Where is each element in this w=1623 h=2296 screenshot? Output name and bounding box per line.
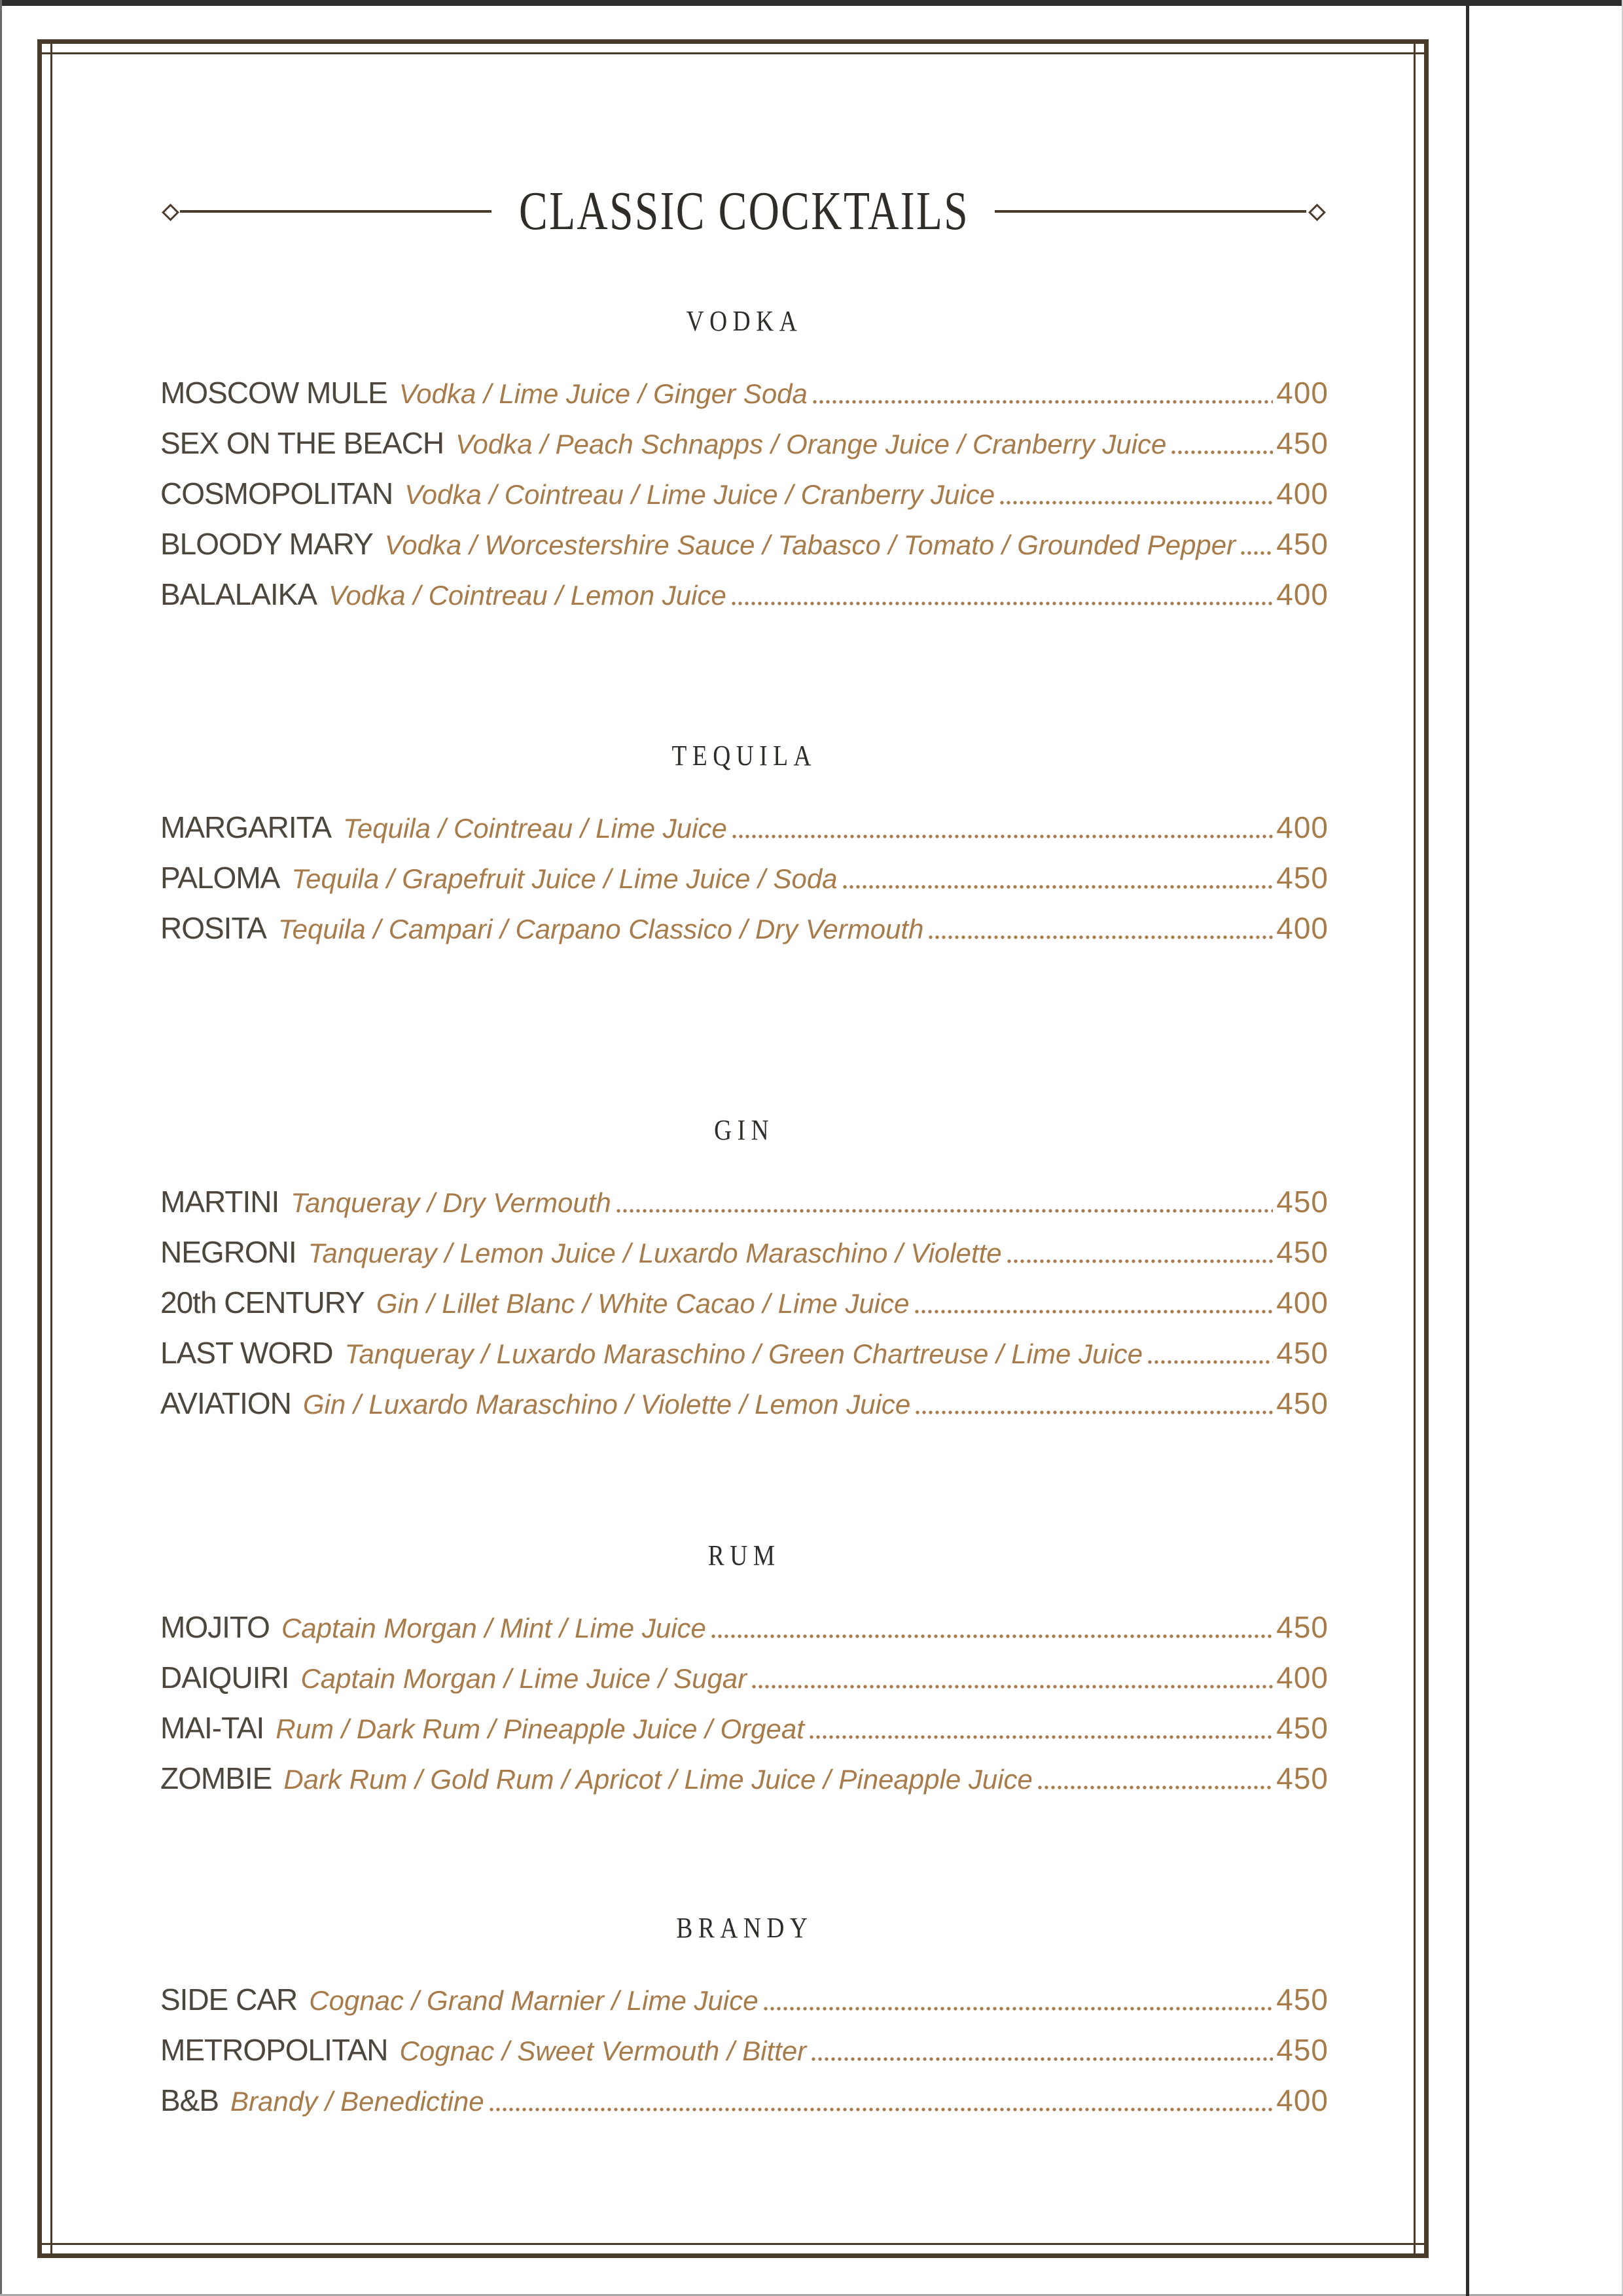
menu-item-row (160, 478, 1329, 510)
item-name: MOJITO (160, 1610, 270, 1644)
item-price: 450 (1276, 861, 1329, 895)
item-ingredients: Rum / Dark Rum / Pineapple Juice / Orgeat (276, 1713, 804, 1744)
item-name: MARTINI (160, 1185, 279, 1219)
dotted-leader (914, 1410, 1273, 1415)
title-rule-right (995, 210, 1306, 213)
page-left-edge (0, 0, 2, 2296)
section-header-label: BRANDY (676, 1912, 813, 1944)
section-header-label: TEQUILA (671, 740, 817, 772)
menu-item-row (160, 1984, 1329, 2016)
dotted-leader (1006, 1259, 1274, 1264)
dotted-leader (842, 884, 1274, 889)
item-price: 450 (1276, 1336, 1329, 1370)
item-ingredients: Tanqueray / Dry Vermouth (291, 1187, 611, 1218)
section-header (160, 1113, 1329, 1147)
item-ingredients: Vodka / Lime Juice / Ginger Soda (399, 378, 808, 409)
item-price: 450 (1276, 1610, 1329, 1644)
item-price: 450 (1276, 1761, 1329, 1795)
item-name: BALALAIKA (160, 577, 317, 611)
section-items (160, 378, 1329, 611)
item-price: 450 (1276, 2033, 1329, 2067)
item-name: ZOMBIE (160, 1761, 272, 1795)
dotted-leader (914, 1309, 1274, 1314)
item-name: 20th CENTURY (160, 1285, 365, 1319)
item-name: MARGARITA (160, 810, 332, 844)
item-ingredients: Tanqueray / Luxardo Maraschino / Green Chartreuse / Lime Juice (344, 1338, 1143, 1369)
menu-item-row (160, 1763, 1329, 1795)
item-price: 400 (1276, 1285, 1329, 1319)
dotted-leader (927, 935, 1273, 940)
menu-section (160, 304, 1329, 611)
dotted-leader (808, 1734, 1273, 1740)
item-ingredients: Cognac / Grand Marnier / Lime Juice (309, 1985, 758, 2016)
dotted-leader (1147, 1359, 1273, 1365)
item-ingredients: Captain Morgan / Mint / Lime Juice (281, 1613, 706, 1643)
item-price: 400 (1276, 810, 1329, 844)
item-name: DAIQUIRI (160, 1660, 289, 1695)
section-header-label: VODKA (686, 305, 803, 337)
menu-item-row (160, 1338, 1329, 1369)
item-price: 400 (1276, 911, 1329, 945)
item-name: SEX ON THE BEACH (160, 426, 444, 460)
menu-item-row (160, 529, 1329, 560)
item-ingredients: Tanqueray / Lemon Juice / Luxardo Maraschino / Violette (308, 1238, 1002, 1268)
menu-item-row (160, 1187, 1329, 1218)
dotted-leader (731, 834, 1273, 839)
item-price: 450 (1276, 1235, 1329, 1269)
item-ingredients: Cognac / Sweet Vermouth / Bitter (399, 2036, 807, 2066)
menu-item-row (160, 913, 1329, 944)
menu-item-row (160, 863, 1329, 894)
item-ingredients: Brandy / Benedictine (230, 2086, 484, 2117)
menu-item-row (160, 812, 1329, 844)
item-ingredients: Gin / Luxardo Maraschino / Violette / Lemon Juice (302, 1389, 911, 1420)
section-items (160, 1612, 1329, 1795)
page-top-edge (0, 0, 1623, 6)
item-name: METROPOLITAN (160, 2033, 388, 2067)
menu-section (160, 1911, 1329, 2117)
dotted-leader (812, 399, 1273, 404)
dotted-leader (810, 2056, 1273, 2062)
item-name: B&B (160, 2083, 219, 2117)
item-ingredients: Vodka / Worcestershire Sauce / Tabasco / Tomato / Grounded Pepper (384, 529, 1236, 560)
section-header-label: RUM (708, 1539, 781, 1571)
dotted-leader (488, 2107, 1274, 2112)
dotted-leader (615, 1208, 1274, 1213)
section-items (160, 1187, 1329, 1420)
menu-item-row (160, 2035, 1329, 2066)
menu-item-row (160, 2085, 1329, 2117)
item-price: 450 (1276, 426, 1329, 460)
menu-section (160, 739, 1329, 944)
item-name: NEGRONI (160, 1235, 296, 1269)
item-name: AVIATION (160, 1386, 291, 1420)
item-name: PALOMA (160, 861, 280, 895)
section-header-label: GIN (714, 1114, 775, 1146)
item-ingredients: Gin / Lillet Blanc / White Cacao / Lime Juice (376, 1288, 910, 1319)
item-ingredients: Vodka / Cointreau / Lime Juice / Cranberry Juice (404, 479, 995, 510)
frame-inner-line-bottom (42, 2243, 1424, 2245)
menu-item-row (160, 1662, 1329, 1694)
dotted-leader (730, 601, 1273, 606)
item-name: LAST WORD (160, 1336, 333, 1370)
item-ingredients: Vodka / Cointreau / Lemon Juice (329, 580, 726, 611)
item-price: 400 (1276, 1660, 1329, 1695)
item-price: 450 (1276, 1982, 1329, 2017)
frame-inner-line-left (50, 44, 52, 2253)
item-price: 400 (1276, 2083, 1329, 2117)
section-header (160, 739, 1329, 773)
item-price: 450 (1276, 1386, 1329, 1420)
menu-item-row (160, 428, 1329, 459)
menu-section (160, 1539, 1329, 1795)
menu-item-row (160, 1287, 1329, 1319)
section-header (160, 1539, 1329, 1573)
dotted-leader (1170, 450, 1273, 455)
menu-sections (160, 304, 1329, 2117)
item-price: 400 (1276, 476, 1329, 511)
item-name: SIDE CAR (160, 1982, 298, 2017)
item-ingredients: Tequila / Campari / Carpano Classico / Dry Vermouth (277, 914, 924, 944)
section-header (160, 304, 1329, 338)
item-ingredients: Tequila / Cointreau / Lime Juice (343, 813, 727, 844)
item-ingredients: Vodka / Peach Schnapps / Orange Juice / Cranberry Juice (455, 429, 1167, 459)
section-items (160, 812, 1329, 944)
item-price: 400 (1276, 577, 1329, 611)
page-fold-divider (1466, 0, 1469, 2296)
menu-item-row (160, 1388, 1329, 1420)
menu-item-row (160, 378, 1329, 409)
frame-inner-line-top (42, 52, 1424, 54)
dotted-leader (751, 1684, 1273, 1689)
dotted-leader (762, 2006, 1274, 2011)
menu-item-row (160, 1612, 1329, 1643)
section-items (160, 1984, 1329, 2117)
menu-section (160, 1113, 1329, 1420)
item-name: MOSCOW MULE (160, 376, 387, 410)
title-row (160, 173, 1329, 259)
item-name: BLOODY MARY (160, 527, 373, 561)
item-price: 450 (1276, 1711, 1329, 1745)
dotted-leader (1037, 1785, 1273, 1790)
section-header (160, 1911, 1329, 1945)
menu-item-row (160, 1237, 1329, 1268)
menu-item-row (160, 579, 1329, 611)
item-name: ROSITA (160, 911, 266, 945)
dotted-leader (999, 500, 1273, 505)
item-ingredients: Dark Rum / Gold Rum / Apricot / Lime Juice / Pineapple Juice (283, 1764, 1033, 1795)
menu-item-row (160, 1713, 1329, 1744)
menu-content (160, 173, 1329, 2117)
item-name: COSMOPOLITAN (160, 476, 393, 511)
item-price: 400 (1276, 376, 1329, 410)
item-ingredients: Captain Morgan / Lime Juice / Sugar (300, 1663, 747, 1694)
item-price: 450 (1276, 527, 1329, 561)
dotted-leader (710, 1634, 1273, 1639)
dotted-leader (1240, 550, 1273, 556)
page-title: CLASSIC COCKTAILS (519, 181, 970, 242)
frame-inner-line-right (1414, 44, 1416, 2253)
item-price: 450 (1276, 1185, 1329, 1219)
item-ingredients: Tequila / Grapefruit Juice / Lime Juice / Soda (291, 863, 838, 894)
item-name: MAI-TAI (160, 1711, 264, 1745)
